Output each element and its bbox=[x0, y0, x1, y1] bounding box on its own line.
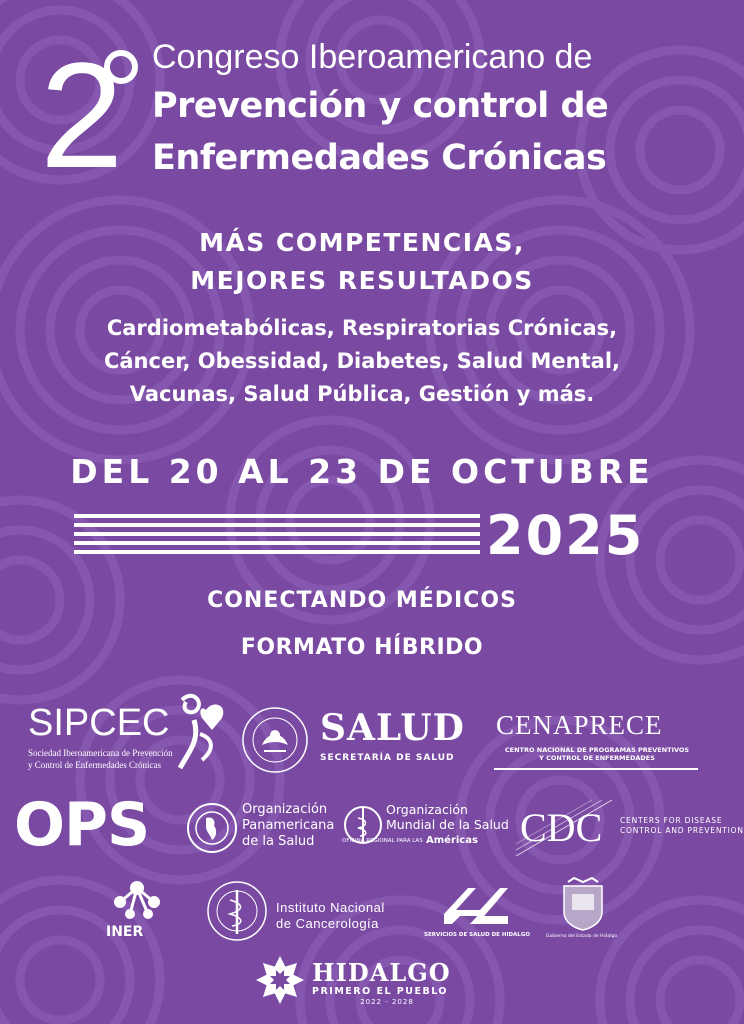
hidalgo-years: 2022 - 2028 bbox=[360, 998, 414, 1006]
oms-sub2: Américas bbox=[426, 835, 478, 846]
decorative-lines bbox=[74, 514, 480, 559]
iner-molecule-icon bbox=[110, 880, 164, 920]
hidalgo-coat-of-arms-icon bbox=[558, 876, 608, 932]
sipcec-name: SIPCEC bbox=[28, 702, 170, 744]
oms-line2: Mundial de la Salud bbox=[386, 817, 509, 832]
mexico-seal-icon bbox=[240, 705, 310, 775]
topics-line1: Cardiometabólicas, Respiratorias Crónicas, bbox=[106, 316, 618, 340]
incan-line2: de Cancerología bbox=[276, 916, 379, 931]
cdc-line2: CONTROL AND PREVENTION bbox=[620, 826, 744, 835]
event-format: FORMATO HÍBRIDO bbox=[240, 635, 484, 660]
salud-sub: SECRETARÍA DE SALUD bbox=[320, 753, 455, 763]
cenaprece-name: CENAPRECE bbox=[496, 710, 663, 740]
cdc-name: CDC bbox=[520, 805, 603, 850]
iner-name: INER bbox=[106, 924, 144, 940]
tagline: CONECTANDO MÉDICOS bbox=[207, 588, 517, 613]
cenaprece-logo bbox=[494, 710, 700, 772]
cenaprece-sub-line1: CENTRO NACIONAL DE PROGRAMAS PREVENTIVOS bbox=[504, 746, 690, 754]
ordinal-number: 2 bbox=[40, 31, 120, 199]
ops-globe-icon bbox=[186, 802, 238, 854]
sipcec-desc-line1: Sociedad Iberoamericana de Prevención bbox=[28, 748, 173, 758]
iner-logo bbox=[106, 880, 166, 942]
event-title-line1: Congreso Iberoamericano de bbox=[152, 38, 593, 76]
hidalgo-logo bbox=[254, 954, 474, 1010]
event-dates: DEL 20 AL 23 DE OCTUBRE bbox=[70, 452, 654, 491]
ssh-name: SERVICIOS DE SALUD DE HIDALGO bbox=[424, 932, 531, 938]
cenaprece-sub-line2: Y CONTROL DE ENFERMEDADES bbox=[539, 754, 655, 762]
oms-logo bbox=[342, 802, 509, 858]
cenaprece-underline bbox=[494, 768, 698, 770]
topics-line2: Cáncer, Obessidad, Diabetes, Salud Mental, bbox=[103, 349, 621, 373]
ops-logo bbox=[186, 802, 336, 858]
hidalgo-star-icon bbox=[254, 954, 306, 1006]
ops-line3: de la Salud bbox=[242, 834, 315, 849]
ops-name: OPS bbox=[14, 790, 150, 860]
slogan-line1: MÁS COMPETENCIAS, bbox=[199, 228, 525, 257]
ssh-logo bbox=[424, 884, 530, 942]
oms-sub: OFICINA REGIONAL PARA LAS bbox=[342, 838, 423, 844]
hidalgo-sub: PRIMERO EL PUEBLO bbox=[312, 986, 449, 997]
salud-name: SALUD bbox=[320, 707, 465, 749]
ssh-emblem-icon bbox=[440, 884, 512, 928]
event-title-line3: Enfermedades Crónicas bbox=[152, 138, 607, 178]
sipcec-heart-figure-icon bbox=[172, 690, 232, 772]
cdc-line1: CENTERS FOR DISEASE bbox=[620, 816, 723, 825]
gob-hidalgo-logo bbox=[546, 876, 622, 944]
topics-line3: Vacunas, Salud Pública, Gestión y más. bbox=[129, 382, 595, 406]
incan-logo bbox=[206, 880, 396, 944]
oms-line1: Organización bbox=[386, 802, 468, 817]
cdc-logo bbox=[516, 798, 744, 858]
hidalgo-name: HIDALGO bbox=[312, 958, 451, 987]
salud-logo bbox=[240, 705, 480, 775]
sipcec-logo bbox=[22, 690, 232, 780]
incan-seal-icon bbox=[206, 880, 268, 942]
event-year: 2025 bbox=[486, 504, 645, 567]
gob-hidalgo-name: Gobierno del Estado de Hidalgo bbox=[546, 934, 618, 939]
slogan-line2: MEJORES RESULTADOS bbox=[190, 266, 534, 295]
sipcec-desc-line2: y Control de Enfermedades Crónicas bbox=[28, 760, 161, 770]
ops-line2: Panamericana bbox=[242, 818, 335, 833]
event-title-line2: Prevención y control de bbox=[152, 86, 609, 126]
incan-line1: Instituto Nacional bbox=[276, 900, 385, 915]
ops-line1: Organización bbox=[242, 802, 328, 817]
ordinal-degree-icon bbox=[104, 50, 138, 84]
